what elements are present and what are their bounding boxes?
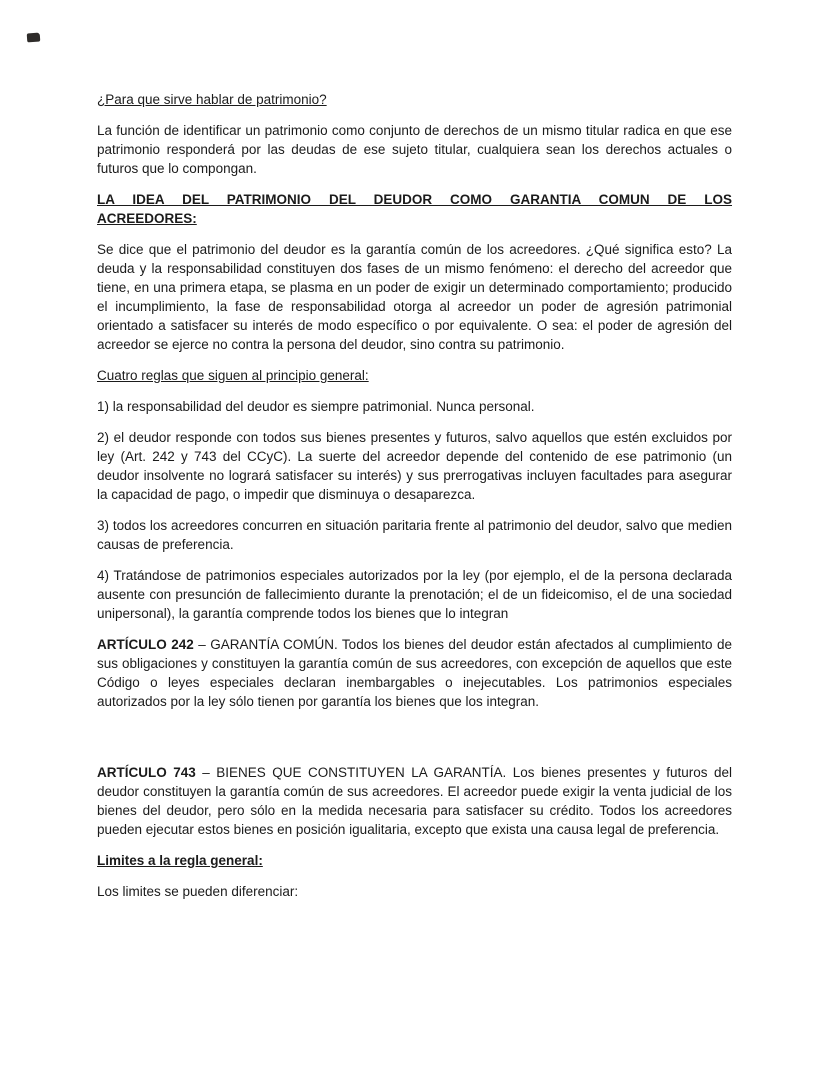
document-content (97, 90, 732, 913)
heading-limites-regla-general: Limites a la regla general: (97, 853, 263, 868)
paragraph-regla-1: 1) la responsabilidad del deudor es siempre patrimonial. Nunca personal. (97, 399, 535, 414)
heading-para-que-sirve: ¿Para que sirve hablar de patrimonio? (97, 92, 327, 107)
articulo-743-label: ARTÍCULO 743 (97, 765, 196, 780)
heading-cuatro-reglas: Cuatro reglas que siguen al principio general: (97, 368, 369, 383)
articulo-242-label: ARTÍCULO 242 (97, 637, 194, 652)
heading-garantia-line1: LA IDEA DEL PATRIMONIO DEL DEUDOR COMO GARANTIA COMUN DE LOS (97, 192, 732, 207)
paragraph-regla-2: 2) el deudor responde con todos sus bienes presentes y futuros, salvo aquellos que estén excluidos por ley (Art. 242 y 743 del CCyC). La suerte del acreedor depende del contenido de ese patrimonio (un deudor insolvente no logrará satisfacer su interés) y sus prerrogativas incluyen facultades para asegurar la capacidad de pago, o impedir que disminuya o desaparezca. (97, 430, 732, 502)
paragraph-articulo-743 (97, 763, 732, 839)
paragraph-se-dice-garantia: Se dice que el patrimonio del deudor es la garantía común de los acreedores. ¿Qué significa esto? La deuda y la responsabilidad constituyen dos fases de un mismo fenómeno: el derecho del acreedor que tiene, en una primera etapa, se plasma en un poder de exigir un determinado comportamiento; producido el incumplimiento, la fase de responsabilidad otorga al acreedor un poder de agresión patrimonial orientado a satisfacer su interés de modo específico o por equivalente. O sea: el poder de agresión del acreedor se ejerce no contra la persona del deudor, sino contra su patrimonio. (97, 242, 732, 352)
paragraph-regla-3: 3) todos los acreedores concurren en situación paritaria frente al patrimonio del deudor, salvo que medien causas de preferencia. (97, 518, 732, 552)
scan-artifact-mark (27, 33, 41, 43)
paragraph-articulo-242 (97, 635, 732, 711)
paragraph-funcion-patrimonio: La función de identificar un patrimonio como conjunto de derechos de un mismo titular radica en que ese patrimonio responderá por las deudas de ese sujeto titular, cualquiera sean los derechos actuales o futuros que lo compongan. (97, 123, 732, 176)
articulo-242-text: – GARANTÍA COMÚN. Todos los bienes del deudor están afectados al cumplimiento de sus obligaciones y constituyen la garantía común de sus acreedores, con excepción de aquellos que este Código o leyes especiales declaran inembargables o inejecutables. Los patrimonios especiales autorizados por la ley sólo tienen por garantía los bienes que los integran. (97, 637, 732, 709)
heading-garantia-line2: ACREEDORES: (97, 211, 197, 226)
heading-idea-patrimonio-garantia (97, 190, 732, 228)
articulo-743-text: – BIENES QUE CONSTITUYEN LA GARANTÍA. Los bienes presentes y futuros del deudor constituyen la garantía común de sus acreedores. El acreedor puede exigir la venta judicial de los bienes del deudor, pero sólo en la medida necesaria para satisfacer su crédito. Todos los acreedores pueden ejecutar estos bienes en posición igualitaria, excepto que exista una causa legal de preferencia. (97, 765, 732, 837)
paragraph-limites-diferenciar: Los limites se pueden diferenciar: (97, 884, 299, 899)
paragraph-regla-4: 4) Tratándose de patrimonios especiales autorizados por la ley (por ejemplo, el de la persona declarada ausente con presunción de fallecimiento durante la prenotación; el de un fideicomiso, el de una sociedad unipersonal), la garantía comprende todos los bienes que lo integran (97, 568, 732, 621)
